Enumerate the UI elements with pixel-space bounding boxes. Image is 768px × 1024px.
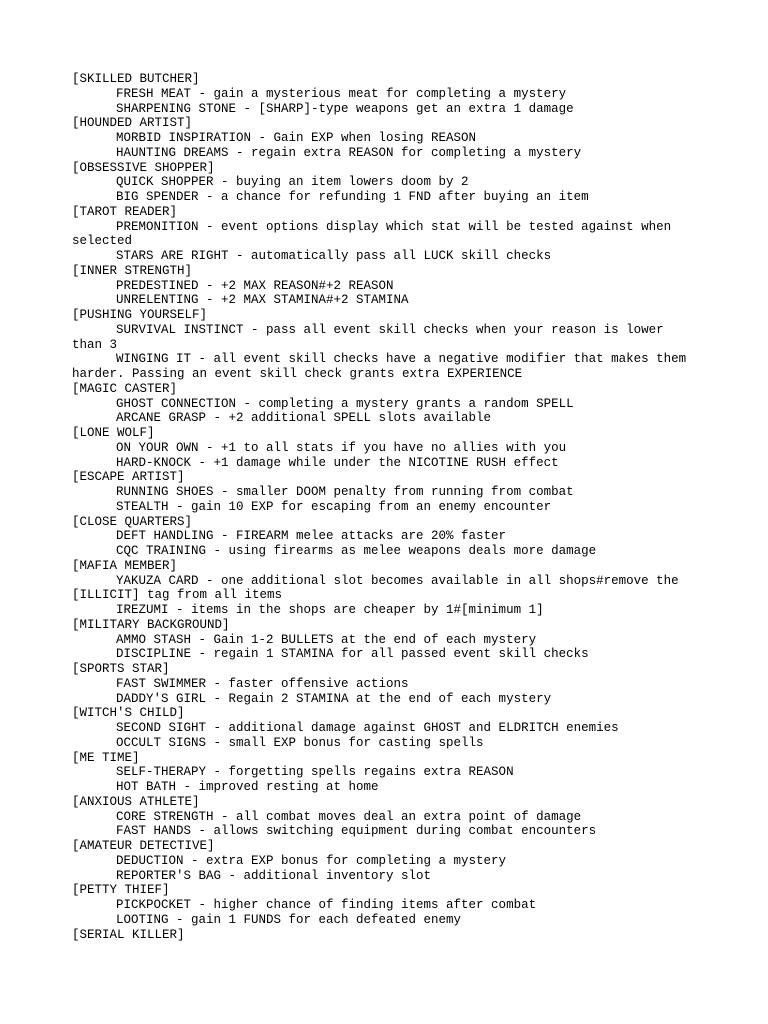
section-title: [SKILLED BUTCHER] [72, 72, 200, 86]
perk-line: DADDY'S GIRL - Regain 2 STAMINA at the end of each mystery [116, 691, 552, 706]
perk-line: FRESH MEAT - gain a mysterious meat for completing a mystery [116, 86, 567, 101]
section-title: [ANXIOUS ATHLETE] [72, 794, 200, 809]
section-block [72, 883, 696, 927]
section-block [72, 470, 696, 514]
perk-line: GHOST CONNECTION - completing a mystery grants a random SPELL [116, 396, 574, 411]
section-title: [OBSESSIVE SHOPPER] [72, 160, 215, 175]
perk-line: HAUNTING DREAMS - regain extra REASON for completing a mystery [116, 145, 582, 160]
section-title: [SPORTS STAR] [72, 662, 170, 676]
perk-line: IREZUMI - items in the shops are cheaper by 1#[minimum 1] [116, 603, 544, 617]
perk-line: PREMONITION - event options display which stat will be tested against when selected [72, 219, 679, 249]
perk-line: QUICK SHOPPER - buying an item lowers doom by 2 [116, 175, 469, 190]
section-block [72, 928, 696, 943]
perk-line: STEALTH - gain 10 EXP for escaping from an enemy encounter [116, 499, 552, 514]
section-title: [SERIAL KILLER] [72, 927, 185, 942]
perk-line: DEFT HANDLING - FIREARM melee attacks are 20% faster [116, 529, 507, 544]
perk-line: MORBID INSPIRATION - Gain EXP when losing REASON [116, 131, 477, 145]
perk-line: OCCULT SIGNS - small EXP bonus for casting spells [116, 735, 484, 750]
perk-line: CQC TRAINING - using firearms as melee weapons deals more damage [116, 544, 597, 558]
perk-line: CORE STRENGTH - all combat moves deal an extra point of damage [116, 809, 582, 824]
section-title: [HOUNDED ARTIST] [72, 116, 193, 131]
perk-line: REPORTER'S BAG - additional inventory slot [116, 868, 432, 883]
section-title: [ESCAPE ARTIST] [72, 470, 185, 485]
perk-line: RUNNING SHOES - smaller DOOM penalty from running from combat [116, 485, 574, 499]
perk-line: SELF-THERAPY - forgetting spells regains extra REASON [116, 765, 514, 780]
perk-line: SURVIVAL INSTINCT - pass all event skill checks when your reason is lower than 3 [72, 322, 672, 352]
perk-line: FAST HANDS - allows switching equipment during combat encounters [116, 824, 597, 839]
section-block [72, 515, 696, 559]
section-block [72, 426, 696, 470]
perk-line: HARD-KNOCK - +1 damage while under the NICOTINE RUSH effect [116, 455, 559, 470]
section-title: [AMATEUR DETECTIVE] [72, 839, 215, 853]
perk-line: SECOND SIGHT - additional damage against GHOST and ELDRITCH enemies [116, 721, 619, 735]
section-title: [MAFIA MEMBER] [72, 558, 178, 573]
section-block [72, 382, 696, 426]
perk-line: LOOTING - gain 1 FUNDS for each defeated enemy [116, 912, 462, 927]
section-title: [INNER STRENGTH] [72, 263, 193, 278]
section-title: [MAGIC CASTER] [72, 381, 178, 396]
perk-line: UNRELENTING - +2 MAX STAMINA#+2 STAMINA [116, 293, 409, 308]
perk-line: DISCIPLINE - regain 1 STAMINA for all passed event skill checks [116, 647, 589, 662]
perk-line: BIG SPENDER - a chance for refunding 1 FND after buying an item [116, 190, 589, 204]
section-title: [ME TIME] [72, 750, 140, 765]
section-title: [WITCH'S CHILD] [72, 706, 185, 721]
section-block [72, 559, 696, 618]
perk-line: WINGING IT - all event skill checks have a negative modifier that makes them harder. Passing an event skill check grants extra EXPERIENCE [72, 352, 694, 381]
section-title: [TAROT READER] [72, 204, 178, 219]
section-block [72, 308, 696, 382]
section-title: [CLOSE QUARTERS] [72, 514, 193, 529]
perk-line: ON YOUR OWN - +1 to all stats if you have no allies with you [116, 440, 567, 455]
perk-line: STARS ARE RIGHT - automatically pass all LUCK skill checks [116, 249, 552, 263]
perk-line: AMMO STASH - Gain 1-2 BULLETS at the end of each mystery [116, 632, 537, 647]
section-title: [LONE WOLF] [72, 426, 155, 440]
perk-line: YAKUZA CARD - one additional slot becomes available in all shops#remove the [ILLICIT] tag from all items [72, 573, 687, 603]
perk-line: SHARPENING STONE - [SHARP]-type weapons get an extra 1 damage [116, 101, 574, 116]
perk-line: PREDESTINED - +2 MAX REASON#+2 REASON [116, 278, 394, 293]
section-block [72, 662, 696, 706]
section-block [72, 706, 696, 750]
document-body [72, 72, 696, 942]
perk-line: ARCANE GRASP - +2 additional SPELL slots available [116, 411, 492, 426]
perk-line: FAST SWIMMER - faster offensive actions [116, 676, 409, 691]
section-title: [PETTY THIEF] [72, 883, 170, 898]
section-block [72, 205, 696, 264]
perk-line: DEDUCTION - extra EXP bonus for completing a mystery [116, 853, 507, 868]
section-block [72, 751, 696, 795]
perk-line: PICKPOCKET - higher chance of finding items after combat [116, 898, 537, 912]
section-block [72, 72, 696, 116]
section-block [72, 839, 696, 883]
section-block [72, 618, 696, 662]
section-title: [PUSHING YOURSELF] [72, 308, 208, 322]
section-title: [MILITARY BACKGROUND] [72, 617, 230, 632]
section-block [72, 795, 696, 839]
section-block [72, 116, 696, 160]
section-block [72, 161, 696, 205]
perk-line: HOT BATH - improved resting at home [116, 780, 379, 794]
section-block [72, 264, 696, 308]
